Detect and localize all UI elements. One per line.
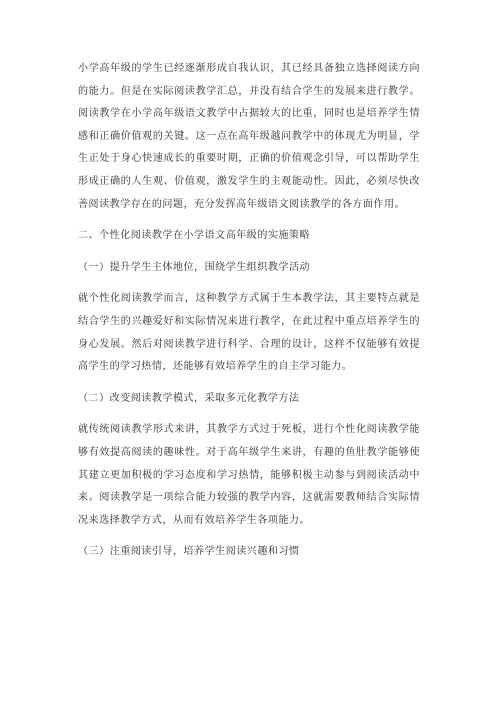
subsection-heading-2: （二）改变阅读教学模式，采取多元化教学方法 <box>78 392 300 404</box>
document-page <box>78 58 420 564</box>
subsection-heading-1: （一）提升学生主体地位，围绕学生组织教学活动 <box>78 261 311 273</box>
body-paragraph-2: 就个性化阅读教学而言，这种教学方式属于生本教学法，其主要特点就是结合学生的兴趣爱好和实际情况来进行教学，在此过程中重点培养学生的身心发展。然后对阅读教学进行科学、合理的设计，这样不仅能够有效提高学生的学习热情，还能够有效培养学生的自主学习能力。 <box>78 293 420 373</box>
spacer <box>78 279 420 288</box>
spacer <box>78 216 420 225</box>
spacer <box>78 248 420 257</box>
subsection-heading-3: （三）注重阅读引导，培养学生阅读兴趣和习惯 <box>78 546 300 558</box>
section-heading: 二、个性化阅读教学在小学语文高年级的实施策略 <box>78 230 311 242</box>
body-paragraph-1: 小学高年级的学生已经逐渐形成自我认识，其已经具备独立选择阅读方向的能力。但是在实际阅读教学汇总，并没有结合学生的发展来进行教学。阅读教学在小学高年级语文教学中占据较大的比重，同时也是培养学生情感和正确价值观的关键。这一点在高年级越问教学中的体现尤为明显，学生正处于身心快速成长的重要时期，正确的价值观念引导，可以帮助学生形成正确的人生观、价值观，激发学生的主观能动性。因此，必须尽快改善阅读教学存在的问题，充分发挥高年级语文阅读教学的各方面作用。 <box>78 63 420 210</box>
spacer <box>78 532 420 541</box>
spacer <box>78 410 420 419</box>
body-paragraph-3: 就传统阅读教学形式来讲，其教学方式过于死板，进行个性化阅读教学能够有效提高阅读的趣味性。对于高年级学生来讲，有趣的鱼肚教学能够使其建立更加积极的学习态度和学习热情，能够积极主动参与到阅读活动中来。阅读教学是一项综合能力较强的教学内容，这就需要教师结合实际情况来选择教学方式，从而有效培养学生各项能力。 <box>78 424 420 526</box>
spacer <box>78 379 420 388</box>
